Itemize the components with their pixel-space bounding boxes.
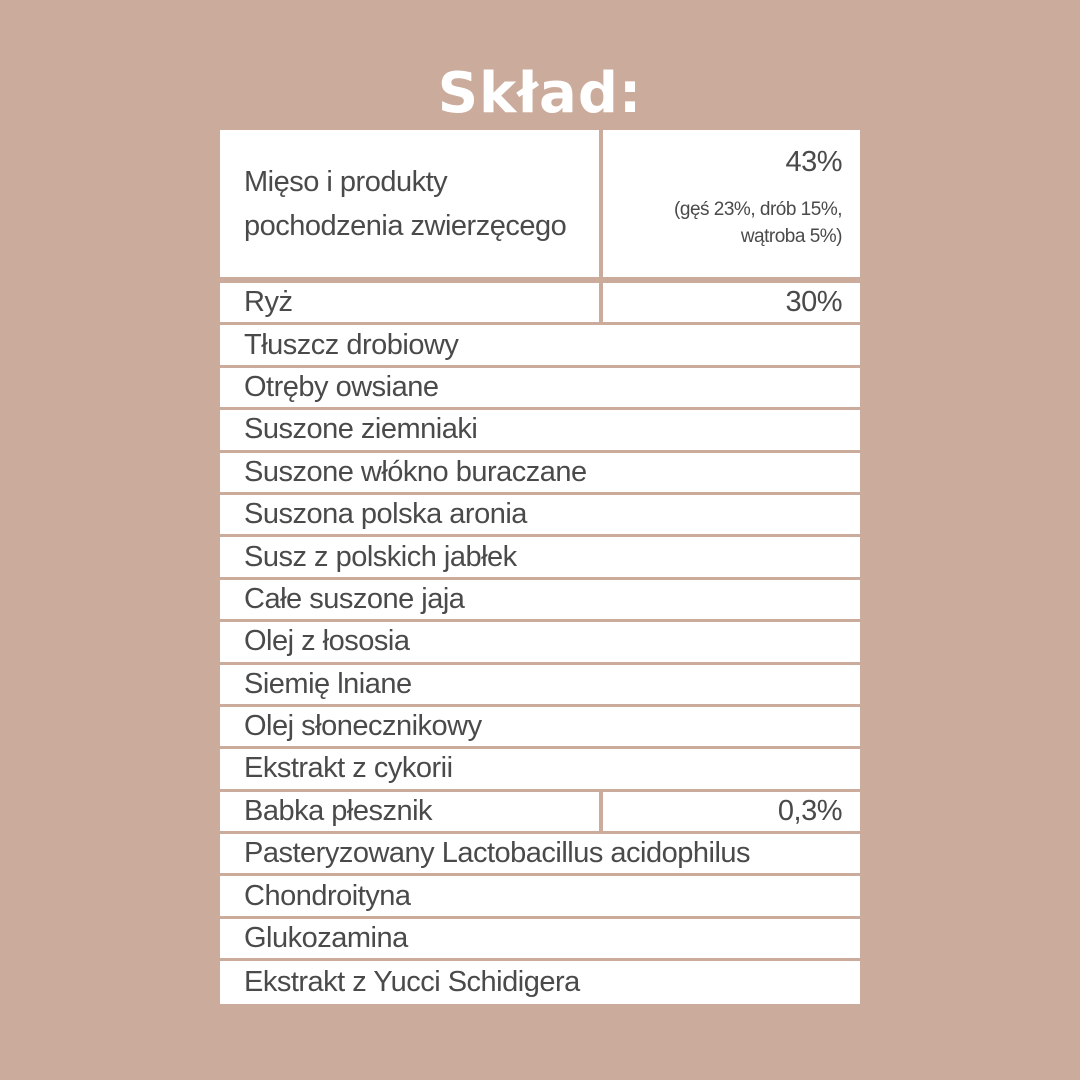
ingredient-value: 43% xyxy=(785,146,842,178)
ingredient-name: Siemię lniane xyxy=(244,667,412,700)
ingredient-name: Babka płesznik xyxy=(220,792,603,831)
page-title: Skład: xyxy=(437,61,643,126)
table-row xyxy=(220,665,860,707)
ingredient-value-cell xyxy=(603,130,860,277)
ingredient-name: Mięso i produkty pochodzenia zwierzęcego xyxy=(220,130,603,277)
ingredient-name: Suszone włókno buraczane xyxy=(244,455,587,488)
ingredient-name: Glukozamina xyxy=(244,922,408,955)
table-row xyxy=(220,961,860,1003)
table-row xyxy=(220,707,860,749)
table-row xyxy=(220,834,860,876)
table-row xyxy=(220,537,860,579)
ingredient-value: 30% xyxy=(785,286,842,319)
table-row xyxy=(220,749,860,791)
ingredient-name: Olej z łososia xyxy=(244,625,410,658)
ingredient-name: Ekstrakt z Yucci Schidigera xyxy=(244,965,580,998)
table-row xyxy=(220,368,860,410)
table-row xyxy=(220,919,860,961)
table-row xyxy=(220,792,860,834)
ingredient-name: Tłuszcz drobiowy xyxy=(244,328,459,361)
ingredient-value: 0,3% xyxy=(777,794,842,827)
ingredient-name: Ekstrakt z cykorii xyxy=(244,752,453,785)
ingredients-table xyxy=(220,130,860,1004)
ingredient-name: Całe suszone jaja xyxy=(244,582,465,615)
table-row xyxy=(220,130,860,283)
ingredient-name: Pasteryzowany Lactobacillus acidophilus xyxy=(244,837,751,870)
table-row xyxy=(220,453,860,495)
ingredient-name: Suszone ziemniaki xyxy=(244,413,478,446)
table-row xyxy=(220,622,860,664)
table-row xyxy=(220,495,860,537)
ingredient-name: Suszona polska aronia xyxy=(244,498,527,531)
ingredient-name: Olej słonecznikowy xyxy=(244,710,482,743)
table-row xyxy=(220,876,860,918)
ingredient-note: (gęś 23%, drób 15%, wątroba 5%) xyxy=(674,199,842,247)
ingredient-name: Otręby owsiane xyxy=(244,370,439,403)
table-row xyxy=(220,410,860,452)
ingredient-name: Susz z polskich jabłek xyxy=(244,540,517,573)
table-row xyxy=(220,325,860,367)
table-row xyxy=(220,283,860,325)
ingredient-name: Chondroityna xyxy=(244,879,411,912)
ingredient-name: Ryż xyxy=(220,283,603,322)
table-row xyxy=(220,580,860,622)
